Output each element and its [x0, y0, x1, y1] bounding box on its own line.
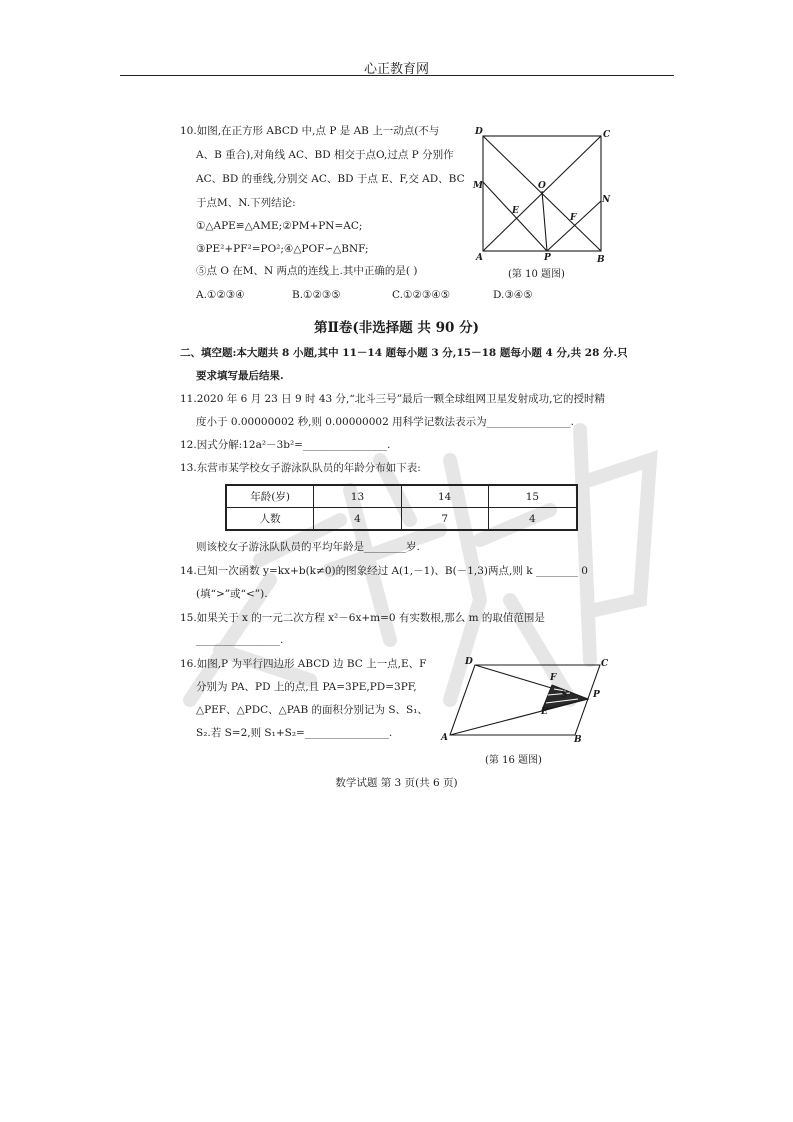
fig16-label-a: A: [441, 733, 448, 743]
fig16-label-s: S: [561, 690, 568, 700]
q11-line-2: 度小于 0.00000002 秒,则 0.00000002 用科学记数法表示为________________.: [196, 416, 574, 428]
fill-intro-line-1: 二、填空题:本大题共 8 小题,其中 11－14 题每小题 3 分,15－18 题每小题 4 分,共 28 分.只: [180, 347, 628, 359]
q16-line-2: 分别为 PA、PD 上的点,且 PA=3PE,PD=3PF,: [196, 681, 417, 693]
q10-option-c: C.①②③④⑤: [392, 289, 451, 301]
q10-line-4: 于点M、N.下列结论:: [196, 197, 296, 209]
q10-line-5: ①△APE≌△AME;②PM+PN=AC;: [196, 220, 363, 232]
fig16-label-p: P: [593, 690, 600, 700]
fig10-label-a: A: [476, 253, 483, 263]
q10-line-1: 10.如图,在正方形 ABCD 中,点 P 是 AB 上一动点(不与: [180, 125, 440, 137]
q11-line-1: 11.2020 年 6 月 23 日 9 时 43 分,“北斗三号”最后一颗全球组网卫星发射成功,它的授时精: [180, 393, 605, 405]
q10-line-3: AC、BD 的垂线,分别交 AC、BD 于点 E、F,交 AD、BC: [196, 173, 465, 185]
q10-line-2: A、B 重合),对角线 AC、BD 相交于点O,过点 P 分别作: [196, 149, 454, 161]
fig10-label-n: N: [602, 195, 611, 205]
fig10-label-f: F: [570, 213, 577, 223]
fig10-label-p: P: [544, 253, 551, 263]
q10-option-a: A.①②③④: [196, 289, 245, 301]
fill-intro-line-2: 要求填写最后结果.: [196, 370, 284, 382]
fig10-caption: (第 10 题图): [508, 269, 565, 280]
fig16-label-d: D: [465, 657, 473, 667]
q10-option-d: D.③④⑤: [493, 289, 533, 301]
site-header: 心正教育网: [363, 62, 429, 77]
q16-line-1: 16.如图,P 为平行四边形 ABCD 边 BC 上一点,E、F: [180, 658, 427, 670]
fig10-label-c: C: [603, 130, 611, 140]
q15-line-1: 15.如果关于 x 的一元二次方程 x²－6x+m=0 有实数根,那么 m 的取值范围是: [180, 612, 545, 624]
age-table-cell: 4: [488, 508, 577, 531]
header-rule: [120, 75, 674, 76]
age-table: [225, 484, 578, 531]
q12-text: 12.因式分解:12a²－3b²=________________.: [180, 439, 391, 451]
fig10-label-b: B: [597, 255, 605, 265]
q16-line-3: △PEF、△PDC、△PAB 的面积分别记为 S、S₁、: [196, 704, 428, 716]
fig16-label-c: C: [601, 659, 609, 669]
age-table-cell: 14: [401, 485, 488, 508]
q13-stem: 13.东营市某学校女子游泳队队员的年龄分布如下表:: [180, 462, 421, 474]
fig10-label-d: D: [475, 127, 483, 137]
age-table-cell: 4: [314, 508, 401, 531]
fig16-label-e: E: [541, 707, 548, 717]
page-footer: 数学试题 第 3 页(共 6 页): [335, 777, 458, 789]
q14-line-1: 14.已知一次函数 y=kx+b(k≠0)的图象经过 A(1,－1)、B(－1,3)两点,则 k ________ 0: [180, 565, 588, 577]
fig16-label-f: F: [550, 673, 557, 683]
fig16-caption: (第 16 题图): [485, 755, 542, 766]
q14-line-2: (填“>”或“<”).: [196, 588, 268, 600]
q15-line-2: ________________.: [196, 634, 284, 646]
age-table-cell: 年龄(岁): [226, 485, 314, 508]
q16-line-4: S₂.若 S=2,则 S₁+S₂=________________.: [196, 727, 393, 739]
section-2-title: 第Ⅱ卷(非选择题 共 90 分): [313, 320, 480, 336]
age-table-cell: 15: [488, 485, 577, 508]
figure-10-square: [470, 125, 620, 265]
age-table-cell: 7: [401, 508, 488, 531]
fig16-label-b: B: [574, 735, 582, 745]
q10-line-7: ⑤点 O 在M、N 两点的连线上.其中正确的是( ): [196, 265, 418, 277]
q13-after: 则该校女子游泳队队员的平均年龄是________岁.: [196, 541, 420, 553]
age-table-row: [226, 508, 577, 531]
age-table-cell: 人数: [226, 508, 314, 531]
age-table-cell: 13: [314, 485, 401, 508]
q10-line-6: ③PE²+PF²=PO²;④△POF∽△BNF;: [196, 243, 369, 255]
age-table-header-row: [226, 485, 577, 508]
figure-16-parallelogram: [440, 655, 620, 750]
fig10-label-o: O: [538, 181, 546, 191]
fig10-label-e: E: [512, 206, 519, 216]
q10-option-b: B.①②③⑤: [292, 289, 341, 301]
fig10-label-m: M: [473, 181, 483, 191]
